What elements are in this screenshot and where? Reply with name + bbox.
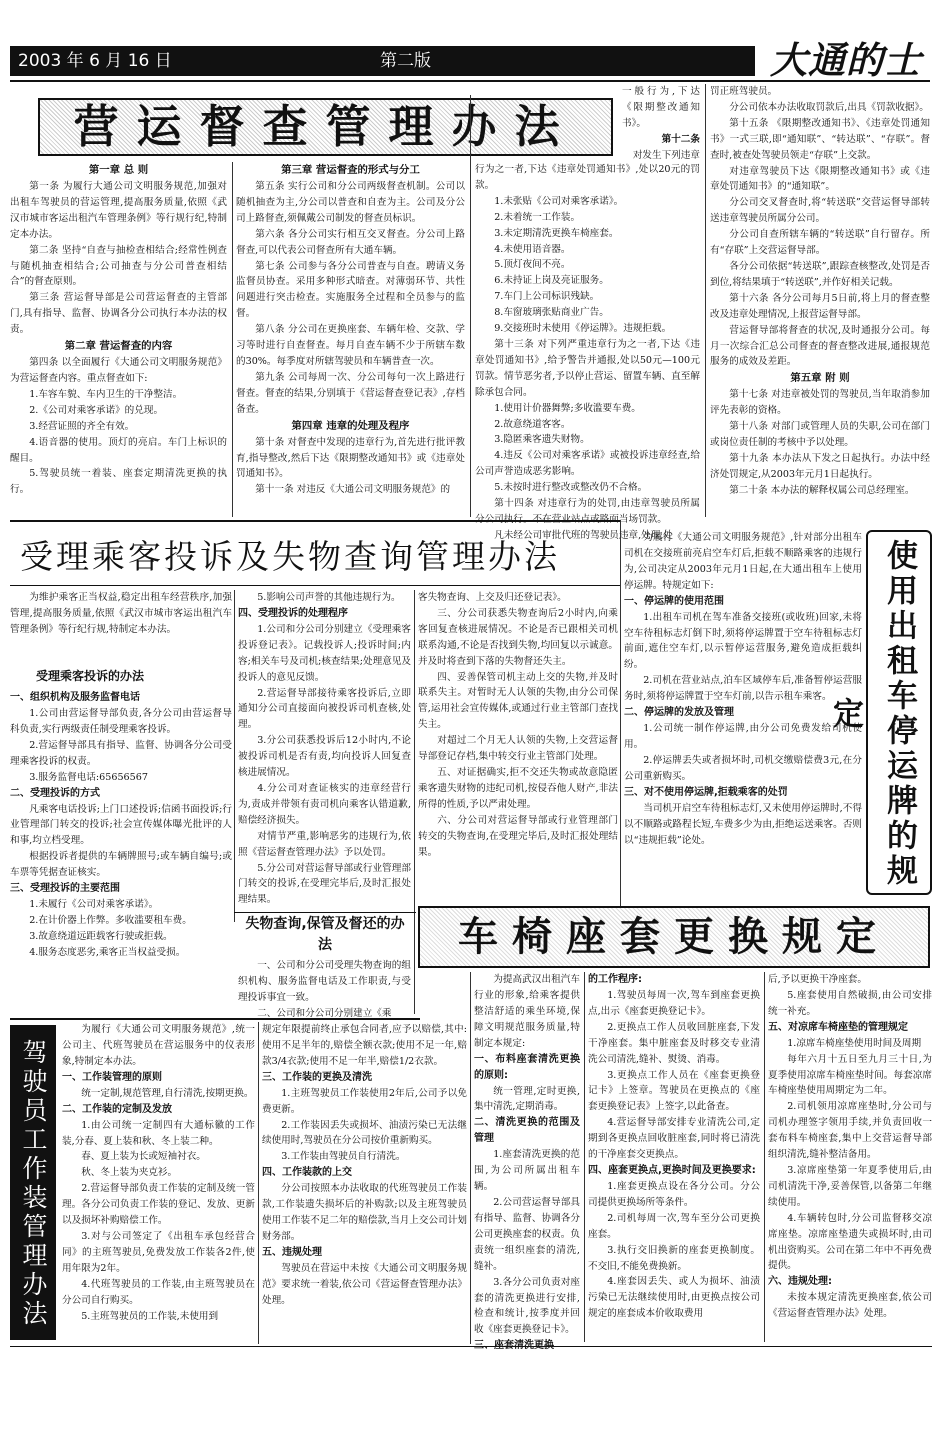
title-a: 营运督查管理办法: [73, 100, 578, 153]
paragraph: 4.车辆转包时,分公司监督移交凉席座垫。凉席座垫遗失或损坏时,由司机出资购买。公司在第二年中不再免费提供。: [768, 1212, 932, 1272]
paragraph: 2.更换点工作人员收回脏座套,下发干净座套。集中脏座套及时移交专业清洗公司清洗,缝补、熨烫、消毒。: [588, 1021, 760, 1065]
section-heading: 一、工作装管理的原则: [62, 1071, 162, 1083]
section-heading: 四、座套更换点,更换时间及更换要求:: [588, 1164, 756, 1176]
paragraph: 1.主班驾驶员工作装使用2年后,公司予以免费更新。: [262, 1087, 467, 1115]
paragraph: 为履行《大通公司文明服务规范》,统一公司主、代班驾驶员在营运服务中的仪表形象,特制定本办法。: [62, 1024, 255, 1067]
list-item: 3.隐匿乘客遗失财物。: [494, 434, 590, 446]
list-item: 2.在计价器上作弊。多收滥要租车费。: [29, 914, 192, 926]
continued-text: 客失物查询、上交及归还登记表》。: [418, 592, 567, 603]
paragraph: 秋、冬上装为夹克衫。: [81, 1167, 178, 1179]
list-item: 1.未履行《公司对乘客承诺》。: [29, 899, 159, 911]
paragraph: 1.座套清洗更换的范围,为公司所属出租车辆。: [474, 1149, 580, 1193]
paragraph: 2.公司营运督导部具有指导、监督、协调各分公司更换座套的权责。负责统一组织座套的清洗,缝补。: [474, 1197, 580, 1272]
paragraph: 4.营运督导部安排专业清洗公司,定期到各更换点回收脏座套,同时将已清洗的干净座套交更换点。: [588, 1117, 760, 1161]
d-col-1: [474, 972, 580, 1352]
list-item: 2.故意绕道客客。: [494, 418, 571, 430]
section-rule-2: [10, 1018, 420, 1020]
paragraph: 2.停运牌丢失或者损坏时,司机交缴赔偿费3元,在分公司重新购买。: [624, 754, 862, 782]
list-item: 2.未着统一工作装。: [494, 211, 581, 223]
paragraph: 营运督导部将督查的状况,及时通报分公司。每月一次综合汇总公司督查的督查整改进展,通报规范服务的成效及差距。: [710, 324, 930, 368]
e-col-2: [262, 1022, 467, 1344]
list-item: 1.车容车貌、车内卫生的干净整洁。: [29, 388, 183, 400]
section-heading: 一、停运牌的使用范围: [624, 595, 724, 607]
paragraph: 为提高武汉出租汽车行业的形象,给乘客提供整洁舒适的乘坐环境,保障文明规范服务质量,特制定本规定:: [474, 974, 580, 1049]
section-heading: 一、组织机构及服务监督电话: [10, 692, 140, 703]
paragraph: 当司机开启空车待租标志灯,又未使用停运牌时,不得以不顺路或路程长短,车费多少为由,拒绝运送乘客。否则以“违规拒载”论处。: [624, 802, 862, 846]
paragraph: 2.营运督导部负责工作装的定制及统一管理。各分公司负责工作装的登记、发放、更新以及损坏补购赔偿工作。: [62, 1183, 255, 1227]
paragraph: 统一管理,定时更换,集中清洗,定期消毒。: [474, 1085, 580, 1113]
title-b: 受理乘客投诉及失物查询管理办法: [20, 537, 560, 576]
e-col-1: [62, 1022, 255, 1344]
masthead-rule: [10, 80, 930, 82]
paragraph: 4.分公司对查证核实的违章经营行为,责成并带领有责司机向乘客认错道歉,赔偿经济损失。: [238, 782, 411, 826]
list-item: 1.使用计价器舞弊;多收滥要车费。: [494, 402, 641, 414]
paragraph: 各分公司依据“转送联”,跟踪查核整改,处罚是否到位,将结果填于“转送联”,并作好相关记载。: [710, 260, 930, 288]
section-heading: 三、对不使用停运牌,拒载乘客的处罚: [624, 786, 788, 798]
section-heading: 的工作程序:: [588, 974, 642, 985]
list-item: 2.《公司对乘客承诺》的兑现。: [29, 404, 164, 416]
paragraph: 每年六月十五日至九月三十日,为夏季使用凉席车椅座垫时间。每套凉席车椅座垫使用周期定为二年。: [768, 1053, 932, 1097]
paragraph: 驾驶员在营运中未按《大通公司文明服务规范》要求统一着装,依公司《营运督查管理办法》处理。: [262, 1262, 467, 1306]
b-col-1-heading: 受理乘客投诉的办法: [36, 669, 145, 683]
paragraph: 统一定制,规范管理,自行清洗,按期更换。: [81, 1087, 254, 1099]
paragraph: 分公司依本办法收取罚款后,出具《罚款收据》。: [729, 101, 929, 113]
section-rule-1: [10, 520, 620, 522]
paragraph: 三、分公司获悉失物查询后2小时内,向乘客回复查核进展情况。不论是否已跟相关司机联系沟通,不论是否找到失物,均回复以示诚意。并及时将查到下落的失物督还失主。: [418, 607, 618, 667]
paragraph: 第三条 营运督导部是公司营运督查的主管部门,具有指导、监督、协调各分公司执行本办法的权责。: [10, 292, 227, 336]
paragraph: 第十三条 对下列严重违章行为之一者,下达《违章处罚通知书》,给予警告并通报,处以50元—100元罚款。情节恶劣者,予以停止营运、留置车辆、直至解除承包合同。: [475, 338, 700, 398]
paragraph: 为维护乘客正当权益,稳定出租车经营秩序,加强管理,提高服务质量,依照《武汉市城市客运出租汽车管理条例》等行纪行规,特制定本办法。: [10, 592, 232, 635]
list-item: 1.未张贴《公司对乘客承诺》。: [494, 195, 624, 207]
list-item: 3.故意绕道远距载客行驶或拒载。: [29, 930, 173, 942]
paragraph: 1.驾驶员每周一次,驾车到座套更换点,出示《座套更换登记卡》。: [588, 990, 760, 1017]
paragraph: 2.司机领用凉席座垫时,分公司与司机办理签字领用手续,并负责回收一套布料车椅座套,集中上交营运督导部组织清洗,缝补整洁备用。: [768, 1101, 932, 1161]
d-col-3: [768, 972, 932, 1342]
paragraph: 第二条 坚持“自查与抽检查相结合;经常性例查与随机抽查相结合;公司抽查与分公司普查相结合”的督查原则。: [10, 244, 227, 288]
paragraph: 第十九条 本办法从下发之日起执行。办法中经济处罚规定,从2003年元月1日起执行。: [710, 452, 930, 480]
chapter-heading: 第四章 违章的处理及程序: [291, 419, 410, 432]
section-heading: 二、清洗更换的范围及管理: [474, 1117, 580, 1145]
paragraph: 根据投诉者提供的车辆牌照号;或车辆自编号;或车票等凭据查证核实。: [10, 851, 232, 879]
paragraph: 春、夏上装为长或短袖衬衣。: [81, 1151, 206, 1163]
a-col-3: [475, 162, 700, 541]
section-heading: 二、受理投诉的方式: [10, 787, 100, 799]
paragraph: 第十一条 对违反《大通公司文明服务规范》的: [255, 484, 451, 496]
paragraph: 二、公司和分公司分别建立《乘: [257, 1007, 392, 1019]
paragraph: 第五条 实行公司和分公司两级督查机制。公司以随机抽查为主,分公司以普查和自查为主。公司及分公司上路督查,须佩戴公司制发的督查员标识。: [236, 181, 465, 224]
chapter-heading: 第三章 营运督查的形式与分工: [281, 164, 420, 176]
section-heading: 二、工作装的定制及发放: [62, 1103, 172, 1115]
list-item: 7.车门上公司标识残缺。: [494, 291, 600, 303]
paragraph: 第十四条 对违章行为的处罚,由违章驾驶员所属分公司执行。不在营业站点或路面当场罚款。: [475, 498, 700, 525]
a-col-3-article12: [622, 132, 700, 164]
continued-text: 罚正班驾驶员。: [710, 86, 778, 97]
paragraph: 对超过二个月无人认领的失物,上交营运督导部登记存档,集中转交行业主管部门处理。: [418, 735, 618, 763]
paragraph: 第十六条 各分公司每月5日前,将上月的督查整改及违章处理情况,上报营运督导部。: [710, 292, 930, 320]
paragraph: 2.工作装因丢失或损坏、油渍污染已无法继续使用时,驾驶员在分公司按价重新购买。: [262, 1119, 467, 1147]
paragraph: 3.执行交旧换新的座套更换制度。不交旧,不能免费换新。: [588, 1244, 760, 1272]
list-item: 8.车窗玻璃张贴商业广告。: [494, 307, 609, 319]
paragraph: 第十条 对督查中发现的违章行为,首先进行批评教育,指导整改,然后下达《限期整改通知书》或《违章处罚通知书》。: [236, 436, 465, 480]
paragraph: 2.司机每周一次,驾车至分公司更换座套。: [588, 1212, 760, 1240]
chapter-heading: 第五章 附 则: [790, 372, 850, 385]
list-item: 6.未持证上岗及亮证服务。: [494, 275, 609, 287]
chapter-heading: 第二章 营运督查的内容: [64, 340, 173, 353]
paragraph: 3.服务监督电话:65656567: [29, 771, 148, 783]
paragraph: 分公司按照本办法收取的代班驾驶员工作装款,工作装遗失损坏后的补购款;以及主班驾驶员使用工作装不足二年的赔偿款,当月上交公司计划财务部。: [262, 1183, 467, 1242]
section-heading: 三、受理投诉的主要范围: [10, 883, 120, 895]
continued-text: 规定年限提前终止承包合同者,应予以赔偿,其中:使用不足半年的,赔偿全额衣款;使用不足一年,赔款3/4衣款;使用不足一年半,赔偿1/2衣款。: [262, 1024, 467, 1067]
list-item: 5.未按时进行整改或整改仍不合格。: [494, 482, 648, 494]
section-heading: 六、违规处理:: [768, 1276, 832, 1288]
b-col-2: [238, 590, 411, 912]
paragraph: 1.座套更换点设在各分公司。分公司提供更换场所等条件。: [588, 1180, 760, 1208]
section-heading: 二、停运牌的发放及管理: [624, 707, 734, 719]
paragraph: 分公司自查所辖车辆的“转送联”自行留存。所有“存联”上交营运督导部。: [710, 229, 930, 257]
a-col-4: [710, 84, 930, 517]
paragraph: 3.工作装由驾驶员自行清洗。: [281, 1151, 406, 1163]
paragraph: 第一条 为履行大通公司文明服务规范,加强对出租车驾驶员的营运管理,提高服务质量,依照《武汉市城市客运出租汽车管理条例》等行规行纪,特制定本办法。: [10, 181, 227, 240]
section-heading: 四、受理投诉的处理程序: [238, 607, 348, 619]
paragraph: 2.营运督导部接待乘客投诉后,立即通知分公司直接面向被投诉司机查核,处理。: [238, 687, 411, 731]
list-item: 5.驾驶员统一着装、座套定期清洗更换的执行。: [10, 468, 227, 496]
paragraph: 第六条 各分公司实行相互交叉督查。分公司上路督查,可以代表公司督查所有大通车辆。: [236, 228, 465, 256]
title-c: 使用出租车停运牌的规定: [827, 539, 917, 889]
paragraph: 3.各分公司负责对座套的清洗更换进行安排,检查和统计,按季度并回收《座套更换登记卡》。: [474, 1276, 580, 1336]
bottom-rule: [10, 1346, 932, 1347]
paragraph: 未按本规定清洗更换座套,依公司《营运督查管理办法》处理。: [768, 1292, 932, 1320]
section-heading: 四、工作装款的上交: [262, 1167, 352, 1179]
list-item: 3.经营证照的齐全有效。: [29, 420, 135, 432]
b-col-3: [418, 590, 618, 900]
a-col-3-top-text: 一般行为,下达《限期整改通知书》。: [622, 86, 700, 129]
list-item: 3.未定期清洗更换车椅座套。: [494, 227, 619, 239]
list-item: 5.顶灯夜间不亮。: [494, 259, 571, 271]
b-col-1: [10, 590, 232, 660]
paragraph: 3.凉席座垫第一年夏季使用后,由司机清洗干净,妥善保管,以备第二年继续使用。: [768, 1164, 932, 1208]
continued-text: 行为之一者,下达《违章处罚通知书》,处以20元的罚款。: [475, 164, 700, 191]
paragraph: 4.座套因丢失、或人为损坏、油渍污染已无法继续使用时,由更换点按公司规定的座套成本价收取费用: [588, 1276, 760, 1320]
paragraph: 第九条 公司每周一次、分公司每句一次上路进行督查。督查的结果,分别填于《营运督查登记表》,存档备查。: [236, 371, 465, 415]
paragraph: 1.由公司统一定制四有大通标徽的工作装,分春、夏上装和秋、冬上装二种。: [62, 1119, 255, 1147]
title-f: 失物查询,保管及督还的办法: [245, 916, 405, 953]
list-item: 9.交接班时未使用《停运牌》。违规拒载。: [494, 323, 672, 335]
section-heading: 三、工作装的更换及清洗: [262, 1071, 372, 1083]
paragraph: 第二十条 本办法的解释权属公司总经理室。: [729, 484, 915, 496]
paragraph: 1.公司和分公司分别建立《受理乘客投诉登记表》。记载投诉人;投诉时间;内容;相关车号及司机;核查结果;处理意见及投诉人的意见反馈。: [238, 623, 411, 683]
a-col-2: [236, 162, 465, 517]
paragraph: 一、公司和分公司受理失物查询的组织机构、服务监督电话及工作职责,与受理投诉事宜一致。: [238, 960, 411, 1003]
paragraph: 1.凉席车椅座垫使用时间及周期: [787, 1037, 922, 1049]
paragraph: 对情节严重,影响恶劣的违规行为,依照《营运督查管理办法》予以处罚。: [238, 830, 411, 858]
a-art12-text: 对发生下列违章: [632, 149, 700, 161]
paragraph: 四、妥善保管司机主动上交的失物,并及时联系失主。对暂时无人认领的失物,由分公司保管,运用社会宣传媒体,或通过行业主管部门查找失主。: [418, 671, 618, 731]
continued-text: 后,予以更换干净座套。: [768, 974, 867, 985]
paragraph: 5.主班驾驶员的工作装,未使用到: [81, 1310, 219, 1322]
paragraph: 分公司交叉督查时,将“转送联”交营运督导部转送违章驾驶员所属分公司。: [710, 197, 930, 225]
paragraph: 5.座套使用自然破损,由公司安排统一补充。: [768, 989, 932, 1017]
paragraph: 第八条 分公司在更换座套、车辆年检、交款、学习等时进行自查督查。每月自查车辆不少于所辖车数的30%。每季度对所辖驾驶员和车辆普查一次。: [236, 324, 465, 367]
d-col-2: [588, 972, 760, 1342]
list-item: 5.影响公司声誉的其他违规行为。: [257, 592, 401, 603]
paragraph: 凡未经公司审批代班的驾驶员违章,处理,处: [494, 529, 673, 541]
title-e: 驾驶员工作装管理办法: [19, 1039, 48, 1329]
section-heading: 三、座套清洗更换: [474, 1340, 554, 1352]
paragraph: 2.营运督导部具有指导、监督、协调各分公司受理乘客投诉的权责。: [10, 739, 232, 767]
paragraph: 五、对证据确实,拒不交还失物或故意隐匿乘客遗失财物的违纪司机,按侵吞他人财产,非法所得的性质,予以严肃处理。: [418, 766, 618, 810]
title-d: 车椅座套更换规定: [458, 914, 890, 960]
b-col-1b: [10, 690, 232, 958]
paragraph: 第十八条 对部门或管理人员的失职,公司在部门或岗位责任制的考核中予以处理。: [710, 421, 930, 449]
chapter-heading: 第一章 总 则: [88, 164, 149, 176]
paragraph: 第七条 公司参与各分公司普查与自查。聘请义务监督员协查。采用多种形式暗查。对薄弱环节、共性问题进行突击检查。实施服务全过程和全员参与的监督。: [236, 260, 465, 320]
a-art12-label: 第十二条: [661, 134, 700, 145]
paragraph: 1.出租车司机在驾车准备交接班(或收班)回家,未将空车待租标志灯倒下时,须将停运牌置于空车待租标志灯前面,遮住空车灯,以示暂停运营服务,避免造成拒载纠纷。: [624, 611, 862, 671]
paragraph: 为履行《大通公司文明服务规范》,针对部分出租车司机在交接班前亮启空车灯后,拒载不顺路乘客的违规行为,公司决定从2003年元月1日起,在大通出租车上使用停运牌。特规定如下:: [624, 532, 862, 591]
paragraph: 第十五条 《限期整改通知书》、《违章处罚通知书》一式三联,即“通知联”、“转达联”、“存联”。督查时,被查处驾驶员领走“存联”上交款。: [710, 117, 930, 161]
paragraph: 2.司机在营业站点,泊车区域停车后,准备暂停运营服务时,须将停运牌置于空车灯前,以告示租车乘客。: [624, 675, 862, 703]
paragraph: 1.公司统一制作停运牌,由分公司免费发给司机使用。: [624, 723, 862, 750]
issue-date: 2003 年 6 月 16 日: [18, 51, 172, 71]
section-heading: 五、违规处理: [262, 1246, 322, 1258]
paragraph: 3.分公司获悉投诉后12小时内,不论被投诉司机是否有责,均向投诉人回复查核进展情况。: [238, 735, 411, 779]
paragraph: 凡乘客电话投诉;上门口述投诉;信函书面投诉;行业管理部门转交的投诉;社会宣传媒体曝光批评的人和事,均立档受理。: [10, 803, 232, 847]
a-col-1: [10, 162, 227, 517]
paragraph: 六、分公司对营运督导部或行业管理部门转交的失物查询,在受理完毕后,及时汇报处理结果。: [418, 814, 618, 858]
paragraph: 5.分公司对营运督导部或行业管理部门转交的投诉,在受理完毕后,及时汇报处理结果。: [238, 862, 411, 906]
list-item: 4.语音器的使用。顶灯的亮启。车门上标识的醒目。: [10, 436, 227, 464]
newspaper-logo: 大通的士: [770, 38, 922, 82]
edition-label: 第二版: [380, 51, 431, 71]
paragraph: 3.对与公司签定了《出租车承包经营合同》的主班驾驶员,免费发放工作装各2件,使用年限为2年。: [62, 1230, 255, 1274]
list-item: 4.未使用语音器。: [494, 243, 571, 255]
section-heading: 五、对凉席车椅座垫的管理规定: [768, 1021, 908, 1033]
list-item: 4.违反《公司对乘客承诺》或被投诉违章经查,给公司声誉造成恶劣影响。: [475, 450, 700, 478]
section-heading: 一、布料座套清洗更换的原则:: [474, 1053, 580, 1081]
paragraph: 3.更换点工作人员在《座套更换登记卡》上签章。驾驶员在更换点的《座套更换登记表》上签字,以此备查。: [588, 1069, 760, 1113]
paragraph: 第四条 以全面履行《大通公司文明服务规范》为营运督查内容。重点督查如下:: [10, 357, 227, 384]
paragraph: 第十七条 对违章被处罚的驾驶员,当年取消参加评先表彰的资格。: [710, 389, 930, 417]
paragraph: 1.公司由营运督导部负责,各分公司由营运督导科负责,实行两级责任制受理乘客投诉。: [10, 708, 232, 735]
f-col: [238, 958, 411, 1019]
paragraph: 对违章驾驶员下达《限期整改通知书》或《违章处罚通知书》的“通知联”。: [710, 165, 930, 193]
list-item: 4.服务态度恶劣,乘客正当权益受损。: [29, 946, 186, 958]
paragraph: 4.代班驾驶员的工作装,由主班驾驶员在分公司自行购买。: [62, 1278, 255, 1306]
